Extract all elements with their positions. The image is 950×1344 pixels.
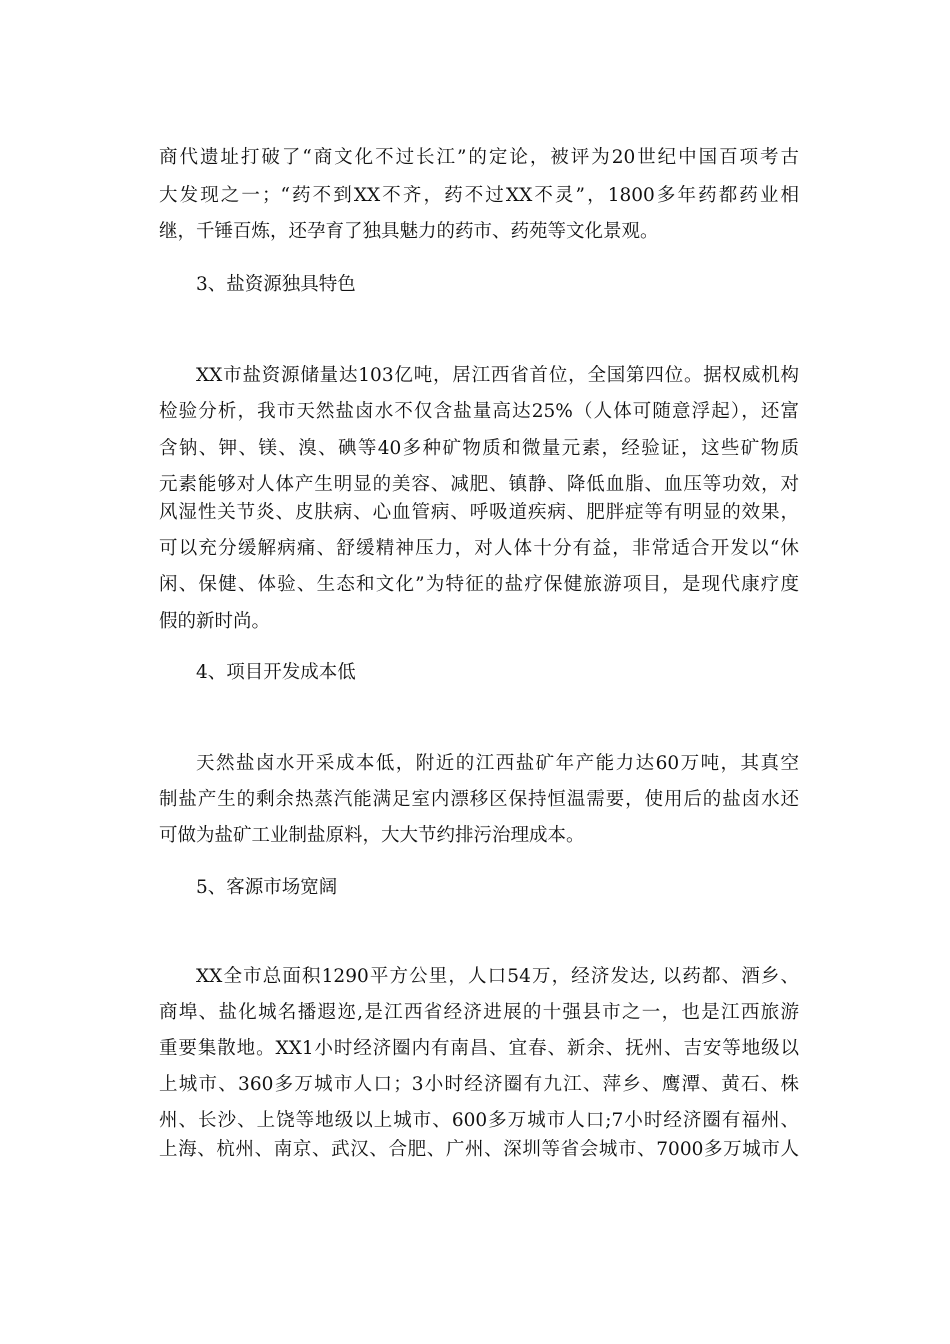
paragraph-2-line-7: 闲、保健、体验、生态和文化”为特征的盐疗保健旅游项目，是现代康疗度 bbox=[159, 574, 799, 595]
paragraph-1-line-3: 继，千锤百炼，还孕育了独具魅力的药市、药苑等文化景观。 bbox=[159, 221, 659, 242]
paragraph-4-line-3: 重要集散地。XX1小时经济圈内有南昌、宜春、新余、抚州、吉安等地级以 bbox=[159, 1038, 799, 1059]
paragraph-3-line-1: 天然盐卤水开采成本低，附近的江西盐矿年产能力达60万吨，其真空 bbox=[196, 753, 799, 774]
paragraph-4-line-5: 州、长沙、上饶等地级以上城市、600多万城市人口;7小时经济圈有福州、 bbox=[159, 1110, 799, 1131]
paragraph-1-line-1: 商代遗址打破了“商文化不过长江”的定论，被评为20世纪中国百项考古 bbox=[159, 147, 799, 168]
paragraph-3-line-2: 制盐产生的剩余热蒸汽能满足室内漂移区保持恒温需要，使用后的盐卤水还 bbox=[159, 789, 799, 810]
paragraph-2-line-3: 含钠、钾、镁、溴、碘等40多种矿物质和微量元素，经验证，这些矿物质 bbox=[159, 438, 799, 459]
paragraph-4-line-2: 商埠、盐化城名播遐迩,是江西省经济进展的十强县市之一，也是江西旅游 bbox=[159, 1002, 799, 1023]
section-heading-3: 3、盐资源独具特色 bbox=[196, 274, 356, 295]
paragraph-1-line-2: 大发现之一；“药不到XX不齐，药不过XX不灵”，1800多年药都药业相 bbox=[159, 185, 799, 206]
paragraph-2-line-1: XX市盐资源储量达103亿吨，居江西省首位，全国第四位。据权威机构 bbox=[196, 365, 799, 386]
paragraph-4-line-6: 上海、杭州、南京、武汉、合肥、广州、深圳等省会城市、7000多万城市人 bbox=[159, 1139, 799, 1160]
section-heading-4: 4、项目开发成本低 bbox=[196, 662, 356, 683]
paragraph-2-line-2: 检验分析，我市天然盐卤水不仅含盐量高达25%（人体可随意浮起），还富 bbox=[159, 401, 799, 422]
paragraph-4-line-1: XX全市总面积1290平方公里，人口54万，经济发达, 以药都、酒乡、 bbox=[196, 966, 799, 987]
paragraph-3-line-3: 可做为盐矿工业制盐原料，大大节约排污治理成本。 bbox=[159, 825, 585, 846]
paragraph-2-line-8: 假的新时尚。 bbox=[159, 611, 271, 632]
paragraph-4-line-4: 上城市、360多万城市人口；3小时经济圈有九江、萍乡、鹰潭、黄石、株 bbox=[159, 1074, 799, 1095]
paragraph-2-line-5: 风湿性关节炎、皮肤病、心血管病、呼吸道疾病、肥胖症等有明显的效果， bbox=[159, 502, 799, 523]
paragraph-2-line-4: 元素能够对人体产生明显的美容、减肥、镇静、降低血脂、血压等功效，对 bbox=[159, 474, 799, 495]
section-heading-5: 5、客源市场宽阔 bbox=[196, 877, 338, 898]
paragraph-2-line-6: 可以充分缓解病痛、舒缓精神压力，对人体十分有益，非常适合开发以“休 bbox=[159, 538, 799, 559]
